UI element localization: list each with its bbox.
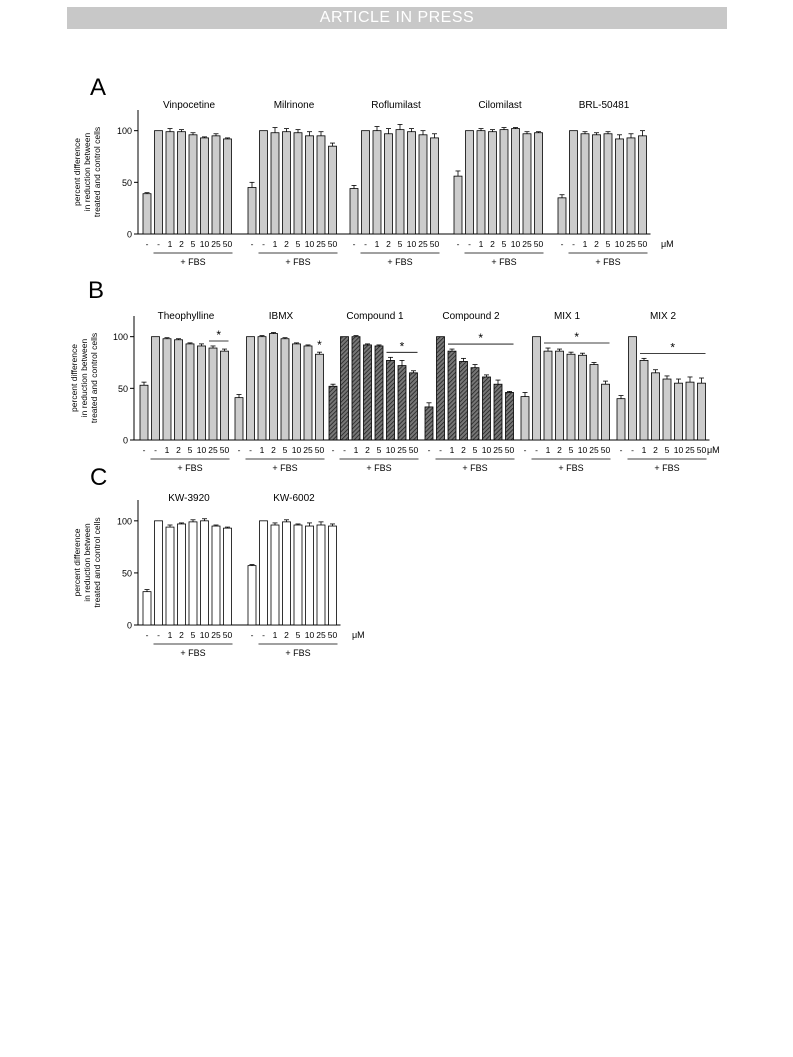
x-tick-label-compound-2: 25 <box>493 445 503 455</box>
x-tick-label-ibmx: - <box>237 445 241 455</box>
x-tick-label-roflumilast: - <box>352 239 356 249</box>
panel-c-y-tick-label: 50 <box>121 568 132 579</box>
x-tick-label-brl-50481: 5 <box>605 239 611 249</box>
x-tick-label-kw-3920: 10 <box>199 630 210 640</box>
panel-b-y-tick-label: 0 <box>122 435 128 446</box>
x-tick-label-compound-2: 2 <box>461 445 466 455</box>
fbs-label-kw-3920: + FBS <box>180 648 206 658</box>
bar-vinpocetine <box>166 132 174 234</box>
bar-mix-2 <box>617 399 625 440</box>
x-tick-label-brl-50481: 10 <box>614 239 625 249</box>
panel-c-y-axis-label: percent difference <box>72 528 82 597</box>
x-tick-label-mix-2: - <box>631 445 634 455</box>
bar-cilomilast <box>477 131 485 234</box>
panel-c-y-tick-label: 0 <box>126 620 132 631</box>
bar-milrinone <box>260 131 268 234</box>
bar-compound-2 <box>494 384 502 440</box>
x-tick-label-kw-3920: 25 <box>211 630 221 640</box>
x-tick-label-kw-3920: 5 <box>190 630 196 640</box>
bar-brl-50481 <box>593 135 601 234</box>
series-title-brl-50481: BRL-50481 <box>578 100 630 111</box>
panel-b-letter: B <box>88 277 105 304</box>
x-tick-label-vinpocetine: 2 <box>179 239 184 249</box>
bar-milrinone <box>306 136 314 234</box>
x-tick-label-kw-6002: 1 <box>272 630 278 640</box>
panel-a-y-tick-label: 0 <box>126 229 132 240</box>
x-tick-label-milrinone: - <box>250 239 254 249</box>
bar-ibmx <box>270 334 278 440</box>
series-title-roflumilast: Roflumilast <box>371 100 421 111</box>
x-tick-label-compound-2: 1 <box>449 445 455 455</box>
bar-vinpocetine <box>178 132 186 234</box>
bar-brl-50481 <box>558 198 566 234</box>
bar-vinpocetine <box>201 138 209 234</box>
x-tick-label-compound-1: 50 <box>408 445 419 455</box>
x-tick-label-milrinone: 25 <box>316 239 326 249</box>
x-tick-label-mix-2: 1 <box>641 445 647 455</box>
series-title-milrinone: Milrinone <box>273 100 315 111</box>
bar-ibmx <box>281 339 289 440</box>
bar-kw-3920 <box>212 526 220 625</box>
bar-ibmx <box>293 344 301 440</box>
x-tick-label-roflumilast: 2 <box>386 239 391 249</box>
x-tick-label-cilomilast: 25 <box>522 239 532 249</box>
x-tick-label-roflumilast: - <box>364 239 367 249</box>
bar-kw-3920 <box>178 524 186 625</box>
x-tick-label-theophylline: - <box>154 445 157 455</box>
panel-c-y-axis-label: in reduction between <box>82 523 92 602</box>
bar-theophylline <box>175 340 183 440</box>
bar-milrinone <box>329 146 337 234</box>
bar-kw-6002 <box>260 521 268 625</box>
x-tick-label-vinpocetine: - <box>145 239 149 249</box>
bar-compound-2 <box>506 392 514 440</box>
bar-compound-2 <box>437 337 445 440</box>
x-tick-label-roflumilast: 50 <box>429 239 440 249</box>
significance-star-compound-2: * <box>478 331 484 346</box>
bar-kw-3920 <box>166 527 174 625</box>
fbs-label-milrinone: + FBS <box>285 257 311 267</box>
bar-compound-2 <box>460 361 468 440</box>
x-tick-label-roflumilast: 25 <box>418 239 428 249</box>
x-tick-label-theophylline: 1 <box>164 445 170 455</box>
bar-mix-1 <box>556 351 564 440</box>
x-tick-label-theophylline: 5 <box>187 445 193 455</box>
bar-compound-1 <box>364 345 372 440</box>
x-tick-label-mix-1: - <box>535 445 538 455</box>
x-tick-label-cilomilast: 1 <box>478 239 484 249</box>
x-tick-label-mix-1: 10 <box>577 445 588 455</box>
bar-kw-6002 <box>248 566 256 625</box>
bar-kw-3920 <box>155 521 163 625</box>
x-tick-label-mix-2: 25 <box>685 445 695 455</box>
x-tick-label-ibmx: - <box>249 445 252 455</box>
x-tick-label-kw-6002: 10 <box>304 630 315 640</box>
x-tick-label-roflumilast: 10 <box>406 239 417 249</box>
x-tick-label-roflumilast: 1 <box>374 239 380 249</box>
bar-milrinone <box>317 136 325 234</box>
bar-kw-3920 <box>224 528 232 625</box>
x-tick-label-kw-3920: 50 <box>222 630 233 640</box>
x-tick-label-brl-50481: - <box>572 239 575 249</box>
bar-compound-1 <box>341 337 349 440</box>
x-tick-label-brl-50481: 2 <box>594 239 599 249</box>
bar-theophylline <box>221 351 229 440</box>
x-tick-label-compound-1: 2 <box>365 445 370 455</box>
x-tick-label-mix-1: 5 <box>568 445 574 455</box>
bar-mix-1 <box>579 355 587 440</box>
bar-brl-50481 <box>581 134 589 234</box>
x-tick-label-cilomilast: 2 <box>490 239 495 249</box>
x-tick-label-brl-50481: 25 <box>626 239 636 249</box>
bar-compound-2 <box>471 368 479 440</box>
x-tick-label-mix-2: 50 <box>696 445 707 455</box>
panel-a-y-axis-label: treated and control cells <box>92 126 102 218</box>
bar-brl-50481 <box>616 139 624 234</box>
bar-cilomilast <box>500 130 508 234</box>
fbs-label-ibmx: + FBS <box>272 463 298 473</box>
bar-brl-50481 <box>604 134 612 234</box>
x-tick-label-kw-3920: 1 <box>167 630 173 640</box>
x-tick-label-compound-1: - <box>343 445 346 455</box>
bar-cilomilast <box>466 131 474 234</box>
x-tick-label-milrinone: 1 <box>272 239 278 249</box>
x-tick-label-brl-50481: - <box>560 239 564 249</box>
fbs-label-cilomilast: + FBS <box>491 257 517 267</box>
x-tick-label-mix-2: 2 <box>653 445 658 455</box>
bar-mix-1 <box>567 354 575 440</box>
bar-milrinone <box>271 133 279 234</box>
x-tick-label-compound-1: 10 <box>385 445 396 455</box>
x-tick-label-kw-3920: 2 <box>179 630 184 640</box>
series-title-ibmx: IBMX <box>268 311 294 322</box>
fbs-label-theophylline: + FBS <box>177 463 203 473</box>
bar-roflumilast <box>396 130 404 234</box>
bar-kw-6002 <box>306 526 314 625</box>
x-tick-label-mix-1: 2 <box>557 445 562 455</box>
bar-mix-2 <box>640 360 648 440</box>
bar-roflumilast <box>431 138 439 234</box>
x-tick-label-vinpocetine: 25 <box>211 239 221 249</box>
series-title-kw-3920: KW-3920 <box>168 493 210 504</box>
panel-c-unit-label: μM <box>352 630 365 640</box>
x-tick-label-milrinone: 5 <box>295 239 301 249</box>
series-title-mix-1: MIX 1 <box>553 311 581 322</box>
panel-b-y-tick-label: 100 <box>112 332 128 343</box>
x-tick-label-compound-1: 25 <box>397 445 407 455</box>
x-tick-label-compound-2: 10 <box>481 445 492 455</box>
x-tick-label-kw-6002: - <box>250 630 254 640</box>
significance-star-mix-2: * <box>670 340 676 355</box>
series-title-compound-1: Compound 1 <box>346 311 404 322</box>
bar-mix-1 <box>602 384 610 440</box>
significance-star-ibmx: * <box>317 338 322 353</box>
x-tick-label-theophylline: 25 <box>208 445 218 455</box>
panel-a-y-axis-label: percent difference <box>72 138 82 206</box>
bar-theophylline <box>198 346 206 440</box>
panel-b-y-axis-label: percent difference <box>69 344 79 412</box>
x-tick-label-compound-2: 50 <box>504 445 515 455</box>
bar-milrinone <box>283 132 291 234</box>
x-tick-label-vinpocetine: 1 <box>167 239 173 249</box>
x-tick-label-mix-2: - <box>619 445 623 455</box>
bar-ibmx <box>247 337 255 440</box>
bar-brl-50481 <box>570 131 578 234</box>
x-tick-label-compound-1: 1 <box>353 445 359 455</box>
x-tick-label-kw-6002: 2 <box>284 630 289 640</box>
bar-cilomilast <box>535 133 543 234</box>
bar-cilomilast <box>523 134 531 234</box>
fbs-label-roflumilast: + FBS <box>387 257 413 267</box>
x-tick-label-kw-3920: - <box>145 630 149 640</box>
bar-kw-6002 <box>317 525 325 625</box>
panel-a-y-axis-label: in reduction between <box>82 132 92 212</box>
bar-vinpocetine <box>155 131 163 234</box>
x-tick-label-roflumilast: 5 <box>397 239 403 249</box>
fbs-label-mix-1: + FBS <box>558 463 584 473</box>
x-tick-label-kw-6002: - <box>262 630 265 640</box>
bar-ibmx <box>316 354 324 440</box>
bar-roflumilast <box>350 189 358 234</box>
bar-theophylline <box>209 348 217 440</box>
x-tick-label-cilomilast: - <box>468 239 471 249</box>
bar-kw-6002 <box>271 525 279 625</box>
x-tick-label-cilomilast: 10 <box>510 239 521 249</box>
bar-mix-2 <box>652 373 660 440</box>
panel-b-y-axis-label: treated and control cells <box>89 332 99 424</box>
bar-compound-1 <box>329 386 337 440</box>
panel-a-y-tick-label: 50 <box>121 177 132 188</box>
fbs-label-brl-50481: + FBS <box>595 257 621 267</box>
bar-theophylline <box>186 344 194 440</box>
x-tick-label-mix-1: 1 <box>545 445 551 455</box>
bar-roflumilast <box>408 132 416 234</box>
x-tick-label-compound-1: - <box>331 445 335 455</box>
bar-mix-2 <box>698 383 706 440</box>
bar-compound-1 <box>352 337 360 440</box>
bar-compound-1 <box>398 366 406 440</box>
significance-star-compound-1: * <box>399 339 405 354</box>
panel-a-letter: A <box>90 74 107 101</box>
panel-c-y-axis-label: treated and control cells <box>92 517 102 608</box>
significance-star-mix-1: * <box>574 330 580 345</box>
bar-cilomilast <box>512 129 520 234</box>
x-tick-label-vinpocetine: 5 <box>190 239 196 249</box>
x-tick-label-milrinone: - <box>262 239 265 249</box>
bar-mix-1 <box>544 351 552 440</box>
x-tick-label-brl-50481: 50 <box>637 239 648 249</box>
article-status-banner: ARTICLE IN PRESS <box>67 7 727 29</box>
bar-theophylline <box>163 339 171 440</box>
bar-kw-3920 <box>201 521 209 625</box>
x-tick-label-ibmx: 50 <box>314 445 325 455</box>
panel-c-letter: C <box>90 464 108 491</box>
bar-cilomilast <box>489 132 497 234</box>
panel-b-y-tick-label: 50 <box>117 383 128 394</box>
bar-milrinone <box>248 188 256 235</box>
bar-compound-2 <box>425 407 433 440</box>
bar-ibmx <box>235 398 243 440</box>
significance-star-theophylline: * <box>216 327 222 342</box>
fbs-label-compound-1: + FBS <box>366 463 392 473</box>
bar-mix-2 <box>686 382 694 440</box>
bar-roflumilast <box>385 134 393 234</box>
bar-mix-2 <box>629 337 637 440</box>
bar-roflumilast <box>362 131 370 234</box>
bar-vinpocetine <box>189 135 197 234</box>
bar-vinpocetine <box>143 194 151 234</box>
bar-mix-2 <box>663 379 671 440</box>
bar-roflumilast <box>373 131 381 234</box>
fbs-label-kw-6002: + FBS <box>285 648 311 658</box>
bar-brl-50481 <box>627 138 635 234</box>
x-tick-label-theophylline: 2 <box>176 445 181 455</box>
bar-mix-1 <box>521 397 529 440</box>
bar-ibmx <box>304 346 312 440</box>
x-tick-label-ibmx: 2 <box>271 445 276 455</box>
series-title-vinpocetine: Vinpocetine <box>162 100 216 111</box>
x-tick-label-brl-50481: 1 <box>582 239 588 249</box>
x-tick-label-vinpocetine: - <box>157 239 160 249</box>
x-tick-label-cilomilast: 50 <box>533 239 544 249</box>
bar-kw-6002 <box>329 526 337 625</box>
x-tick-label-milrinone: 50 <box>327 239 338 249</box>
x-tick-label-compound-2: - <box>439 445 442 455</box>
x-tick-label-theophylline: 10 <box>196 445 207 455</box>
fbs-label-vinpocetine: + FBS <box>180 257 206 267</box>
x-tick-label-mix-1: 25 <box>589 445 599 455</box>
x-tick-label-ibmx: 10 <box>291 445 302 455</box>
series-title-cilomilast: Cilomilast <box>478 100 522 111</box>
bar-kw-6002 <box>283 522 291 625</box>
bar-compound-1 <box>375 346 383 440</box>
x-tick-label-kw-3920: - <box>157 630 160 640</box>
series-title-kw-6002: KW-6002 <box>273 493 315 504</box>
bar-milrinone <box>294 133 302 234</box>
x-tick-label-ibmx: 5 <box>282 445 288 455</box>
x-tick-label-ibmx: 1 <box>259 445 265 455</box>
x-tick-label-compound-2: - <box>427 445 431 455</box>
panel-c-y-tick-label: 100 <box>116 516 132 527</box>
bar-brl-50481 <box>639 136 647 234</box>
series-title-mix-2: MIX 2 <box>649 311 677 322</box>
fbs-label-compound-2: + FBS <box>462 463 488 473</box>
bar-theophylline <box>140 385 148 440</box>
x-tick-label-theophylline: 50 <box>219 445 230 455</box>
bar-compound-1 <box>387 360 395 440</box>
x-tick-label-vinpocetine: 50 <box>222 239 233 249</box>
bar-kw-6002 <box>294 525 302 625</box>
bar-vinpocetine <box>224 139 232 234</box>
x-tick-label-mix-2: 10 <box>673 445 684 455</box>
bar-kw-3920 <box>189 522 197 625</box>
bar-mix-1 <box>590 365 598 440</box>
fbs-label-mix-2: + FBS <box>654 463 680 473</box>
x-tick-label-cilomilast: 5 <box>501 239 507 249</box>
bar-mix-2 <box>675 383 683 440</box>
bar-cilomilast <box>454 176 462 234</box>
x-tick-label-kw-6002: 50 <box>327 630 338 640</box>
bar-compound-2 <box>448 351 456 440</box>
x-tick-label-kw-6002: 5 <box>295 630 301 640</box>
bar-vinpocetine <box>212 136 220 234</box>
panel-b-unit-label: μM <box>707 445 720 455</box>
series-title-compound-2: Compound 2 <box>442 311 500 322</box>
bar-theophylline <box>152 337 160 440</box>
x-tick-label-mix-2: 5 <box>664 445 670 455</box>
x-tick-label-compound-2: 5 <box>472 445 478 455</box>
x-tick-label-mix-1: - <box>523 445 527 455</box>
bar-ibmx <box>258 337 266 440</box>
x-tick-label-theophylline: - <box>142 445 146 455</box>
x-tick-label-milrinone: 2 <box>284 239 289 249</box>
panel-a-y-tick-label: 100 <box>116 126 132 137</box>
bar-compound-2 <box>483 377 491 440</box>
x-tick-label-vinpocetine: 10 <box>199 239 210 249</box>
x-tick-label-ibmx: 25 <box>303 445 313 455</box>
bar-kw-3920 <box>143 592 151 625</box>
bar-roflumilast <box>419 135 427 234</box>
x-tick-label-cilomilast: - <box>456 239 460 249</box>
bar-compound-1 <box>410 373 418 440</box>
x-tick-label-milrinone: 10 <box>304 239 315 249</box>
x-tick-label-compound-1: 5 <box>376 445 382 455</box>
x-tick-label-kw-6002: 25 <box>316 630 326 640</box>
series-title-theophylline: Theophylline <box>157 311 215 322</box>
x-tick-label-mix-1: 50 <box>600 445 611 455</box>
panel-a-unit-label: μM <box>661 239 674 249</box>
bar-mix-1 <box>533 337 541 440</box>
panel-b-y-axis-label: in reduction between <box>79 338 89 418</box>
